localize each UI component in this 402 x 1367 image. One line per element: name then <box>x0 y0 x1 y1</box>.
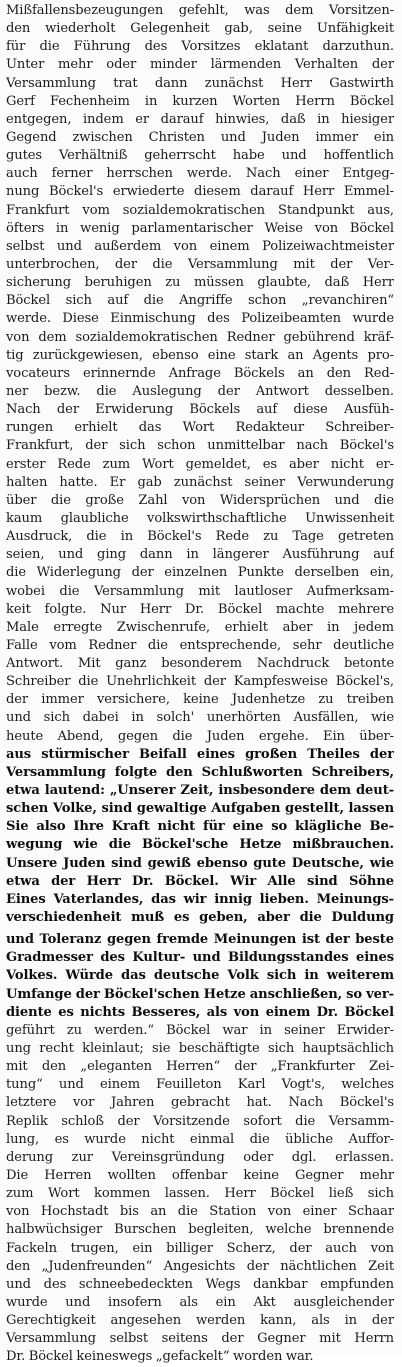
text-line: den wiederholt Gelegenheit gab, seine Unfähigkeit <box>6 21 394 37</box>
text-line: die Widerlegung der einzelnen Punkte derselben ein, <box>6 565 394 581</box>
text-line: wobei die Versammlung mit lautloser Aufmerksam- <box>6 583 394 599</box>
text-line: lung, es wurde nicht einmal die übliche Auffor- <box>6 1131 394 1147</box>
text-line: entgegen, indem er darauf hinwies, daß in hiesiger <box>6 111 394 127</box>
text-line: diente es nichts Besseres, als von einem Dr. Böckel <box>6 1004 394 1020</box>
text-line: etwa der Herr Dr. Böckel. Wir Alle sind Söhne <box>6 873 394 889</box>
text-line: von Hochstadt bis an die Station von einer Schaar <box>6 1204 394 1220</box>
text-line: werde. Diese Einmischung des Polizeibeamten wurde <box>6 311 394 327</box>
text-line: den „Judenfreunden“ Angesichts der nächtlichen Zeit <box>6 1258 394 1274</box>
text-line: ung recht kleinlaut; sie beschäftigte sich hauptsächlich <box>6 1041 394 1057</box>
text-line: Unsere Juden sind gewiß ebenso gute Deutsche, wie <box>6 855 394 871</box>
text-line: Gegend zwischen Christen und Juden immer ein <box>6 129 394 145</box>
text-line: mit den „eleganten Herren“ der „Frankfurter Zei- <box>6 1059 394 1075</box>
text-line: Gradmesser des Kultur- und Bildungsstandes eines <box>6 950 394 966</box>
text-line: letztere vor Jahren gebracht hat. Nach Böckel's <box>6 1095 394 1111</box>
text-line: unterbrochen, der die Versammlung mit der Ver- <box>6 256 394 272</box>
text-line: wurde und insofern als ein Akt ausgleichender <box>6 1294 394 1310</box>
text-line: Falle vom Redner die entsprechende, sehr deutliche <box>6 637 394 653</box>
text-line: Umfange der Böckel'schen Hetze anschließen, so ver- <box>6 986 394 1002</box>
text-line: sicherung beruhigen zu müssen glaubte, daß Herr <box>6 275 394 291</box>
text-line: Gerf Fechenheim in kurzen Worten Herrn Böckel <box>6 93 394 109</box>
text-line: Volkes. Würde das deutsche Volk sich in weiterem <box>6 968 394 984</box>
text-line: Sie also Ihre Kraft nicht für eine so klägliche Be- <box>6 819 394 835</box>
text-line: und des schneebedeckten Wegs dankbar empfunden <box>6 1276 394 1292</box>
text-line: rungen erhielt das Wort Redakteur Schreiber- <box>6 420 394 436</box>
text-line: Die Herren wollten offenbar keine Gegner mehr <box>6 1168 394 1183</box>
text-line: tig zurückgewiesen, ebenso eine stark an Agents pro- <box>6 347 394 363</box>
text-line: zum Wort kommen lassen. Herr Böckel ließ sich <box>6 1186 394 1202</box>
text-line: Versammlung trat dann zunächst Herr Gastwirth <box>6 75 394 91</box>
text-line: Antwort. Mit ganz besonderem Nachdruck betonte <box>6 656 394 672</box>
text-line: seien, und ging dann in längerer Ausführung auf <box>6 547 394 563</box>
text-line: Nach der Erwiderung Böckels auf diese Ausfüh- <box>6 402 394 418</box>
text-line: Mißfallensbezeugungen gefehlt, was dem Vorsitzen- <box>6 3 394 18</box>
text-line: gutes Verhältniß geherrscht habe und hoffentlich <box>6 148 394 164</box>
text-line: Frankfurt, der sich schon unmittelbar nach Böckel's <box>6 438 394 454</box>
text-line: kaum glaubliche volkswirthschaftliche Unwissenheit <box>6 510 394 526</box>
text-line: selbst und außerdem von einem Polizeiwachtmeister <box>6 238 394 254</box>
text-line: Versammlung selbst seitens der Gegner mit Herrn <box>6 1331 394 1347</box>
text-line: schen Volke, sind gewaltige Aufgaben gestellt, lassen <box>6 801 394 817</box>
text-line: Frankfurt vom sozialdemokratischen Standpunkt aus, <box>6 202 394 218</box>
text-line: Gerechtigkeit angesehen werden kann, als in der <box>6 1313 394 1329</box>
text-line: geführt zu werden.“ Böckel war in seiner Erwider- <box>6 1022 394 1038</box>
text-line: Male erregte Zwischenrufe, erhielt aber in jedem <box>6 619 394 635</box>
text-line: verschiedenheit muß es geben, aber die Duldung <box>6 910 394 926</box>
text-line: öfters in wenig parlamentarischer Weise von Böckel <box>6 220 394 236</box>
text-line: und Toleranz gegen fremde Meinungen ist der beste <box>6 932 394 948</box>
text-line: Unter mehr oder minder lärmenden Verhalten der <box>6 57 394 73</box>
text-line: heute Abend, gegen die Juden ergehe. Ein über- <box>6 728 394 744</box>
text-line: halten hatte. Er gab zunächst seiner Verwunderung <box>6 474 394 490</box>
text-line: derung zur Vereinsgründung oder dgl. erlassen. <box>6 1149 394 1165</box>
text-line: ner bezw. die Auslegung der Antwort desselben. <box>6 383 394 399</box>
text-line: erster Rede zum Wort gemeldet, es aber nicht er- <box>6 456 394 472</box>
text-line: der immer versichere, keine Judenhetze zu treiben <box>6 692 394 708</box>
text-line: Ausdruck, die in Böckel's Rede zu Tage getreten <box>6 529 394 545</box>
text-line: Dr. Böckel keineswegs „gefackelt“ worden war. <box>6 1349 314 1365</box>
text-line: auch ferner herrschen werde. Nach einer Entgeg- <box>6 166 394 182</box>
text-line: über die große Zahl von Widersprüchen und die <box>6 492 394 508</box>
text-line: von dem sozialdemokratischen Redner gebührend kräf- <box>6 329 394 345</box>
text-line: vocateurs erinnernde Anfrage Böckels an den Red- <box>6 365 394 381</box>
text-line: Fackeln trugen, ein billiger Scherz, der auch von <box>6 1240 394 1256</box>
text-line: Eines Vaterlandes, das wir innig lieben. Meinungs- <box>6 891 394 907</box>
text-line: nung Böckel's erwiederte diesem darauf Herr Emmel- <box>6 184 394 200</box>
text-line: Versammlung folgte den Schlußworten Schreibers, <box>6 764 394 780</box>
text-line: wegung wie die Böckel'sche Hetze mißbrauchen. <box>6 837 394 853</box>
text-line: halbwüchsiger Burschen begleiten, welche brennende <box>6 1222 394 1238</box>
text-line: aus stürmischer Beifall eines großen Theiles der <box>6 746 394 762</box>
text-line: für die Führung des Vorsitzes eklatant darzuthun. <box>6 39 394 55</box>
text-line: keit folgte. Nur Herr Dr. Böckel machte mehrere <box>6 601 394 617</box>
text-line: etwa lautend: „Unserer Zeit, insbesondere dem deut- <box>6 783 394 799</box>
text-line: tung“ und einem Feuilleton Karl Vogt's, welches <box>6 1077 394 1093</box>
text-line: Böckel sich auf die Angriffe schon „revanchiren“ <box>6 293 394 309</box>
text-line: Replik schloß der Vorsitzende sofort die Versamm- <box>6 1113 394 1129</box>
text-line: Schreiber die Unehrlichkeit der Kampfesweise Böckel's, <box>6 674 394 690</box>
text-line: und sich dabei in solch' unerhörten Ausfällen, wie <box>6 710 394 726</box>
